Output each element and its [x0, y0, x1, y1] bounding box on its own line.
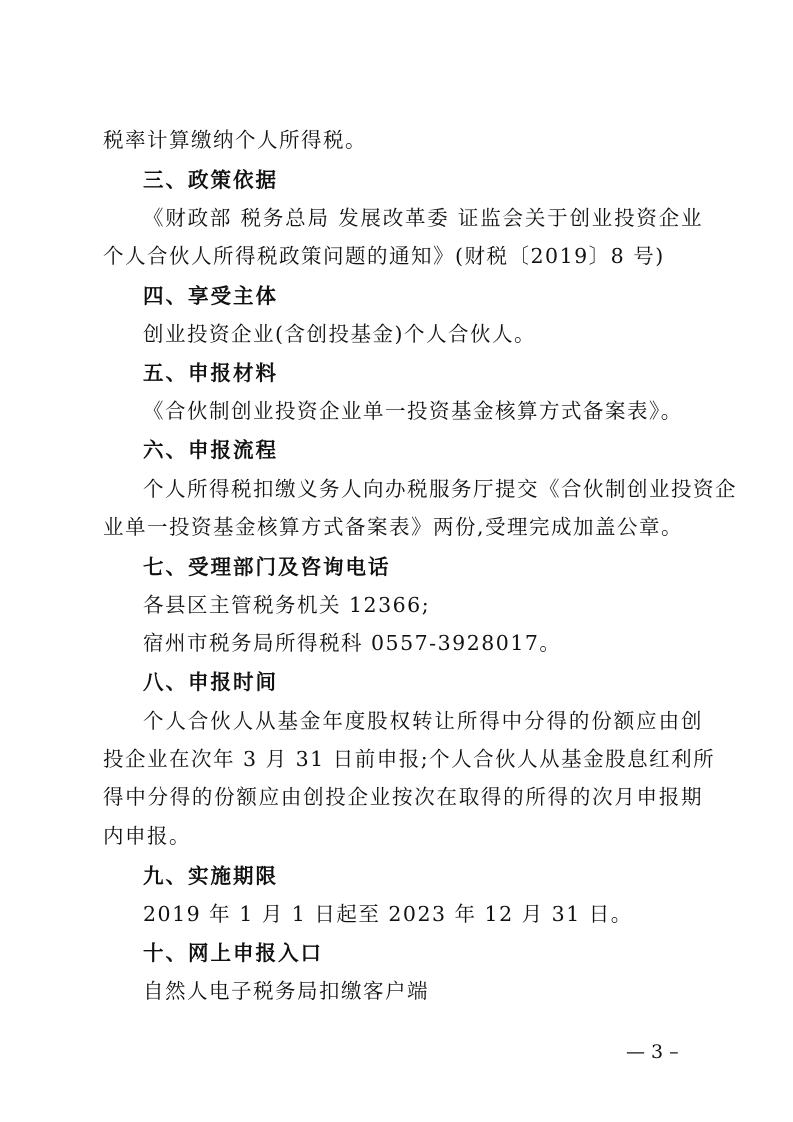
section-heading-online-entry: 十、网上申报入口 — [143, 941, 323, 965]
materials-text: 《合伙制创业投资企业单一投资基金核算方式备案表》。 — [143, 399, 683, 423]
process-line: 个人所得税扣缴义务人向办税服务厅提交《合伙制创业投资企 — [143, 477, 737, 501]
filing-time-line: 个人合伙人从基金年度股权转让所得中分得的份额应由创 — [143, 709, 703, 733]
section-heading-process: 六、申报流程 — [143, 438, 278, 462]
section-heading-filing-time: 八、申报时间 — [143, 670, 278, 694]
beneficiary-text: 创业投资企业(含创投基金)个人合伙人。 — [143, 322, 536, 346]
filing-time-line: 投企业在次年 3 月 31 日前申报;个人合伙人从基金股息红利所 — [103, 747, 716, 771]
section-heading-beneficiary: 四、享受主体 — [143, 284, 278, 308]
filing-time-line: 内申报。 — [103, 824, 191, 848]
policy-basis-line: 个人合伙人所得税政策问题的通知》(财税〔2019〕8 号) — [103, 244, 665, 268]
filing-time-line: 得中分得的份额应由创投企业按次在取得的所得的次月申报期 — [103, 785, 703, 809]
paragraph-continuation: 税率计算缴纳个人所得税。 — [103, 128, 367, 152]
section-heading-materials: 五、申报材料 — [143, 361, 278, 385]
online-entry-text: 自然人电子税务局扣缴客户端 — [143, 979, 429, 1003]
process-line: 业单一投资基金核算方式备案表》两份,受理完成加盖公章。 — [103, 515, 684, 539]
section-heading-policy-basis: 三、政策依据 — [143, 168, 278, 192]
contact-line: 宿州市税务局所得税科 0557-3928017。 — [143, 631, 562, 655]
page-number: — 3 – — [626, 1041, 679, 1063]
period-text: 2019 年 1 月 1 日起至 2023 年 12 月 31 日。 — [143, 902, 633, 926]
section-heading-period: 九、实施期限 — [143, 864, 278, 888]
section-heading-contact: 七、受理部门及咨询电话 — [143, 555, 391, 579]
policy-basis-line: 《财政部 税务总局 发展改革委 证监会关于创业投资企业 — [143, 206, 703, 230]
contact-line: 各县区主管税务机关 12366; — [143, 593, 431, 617]
